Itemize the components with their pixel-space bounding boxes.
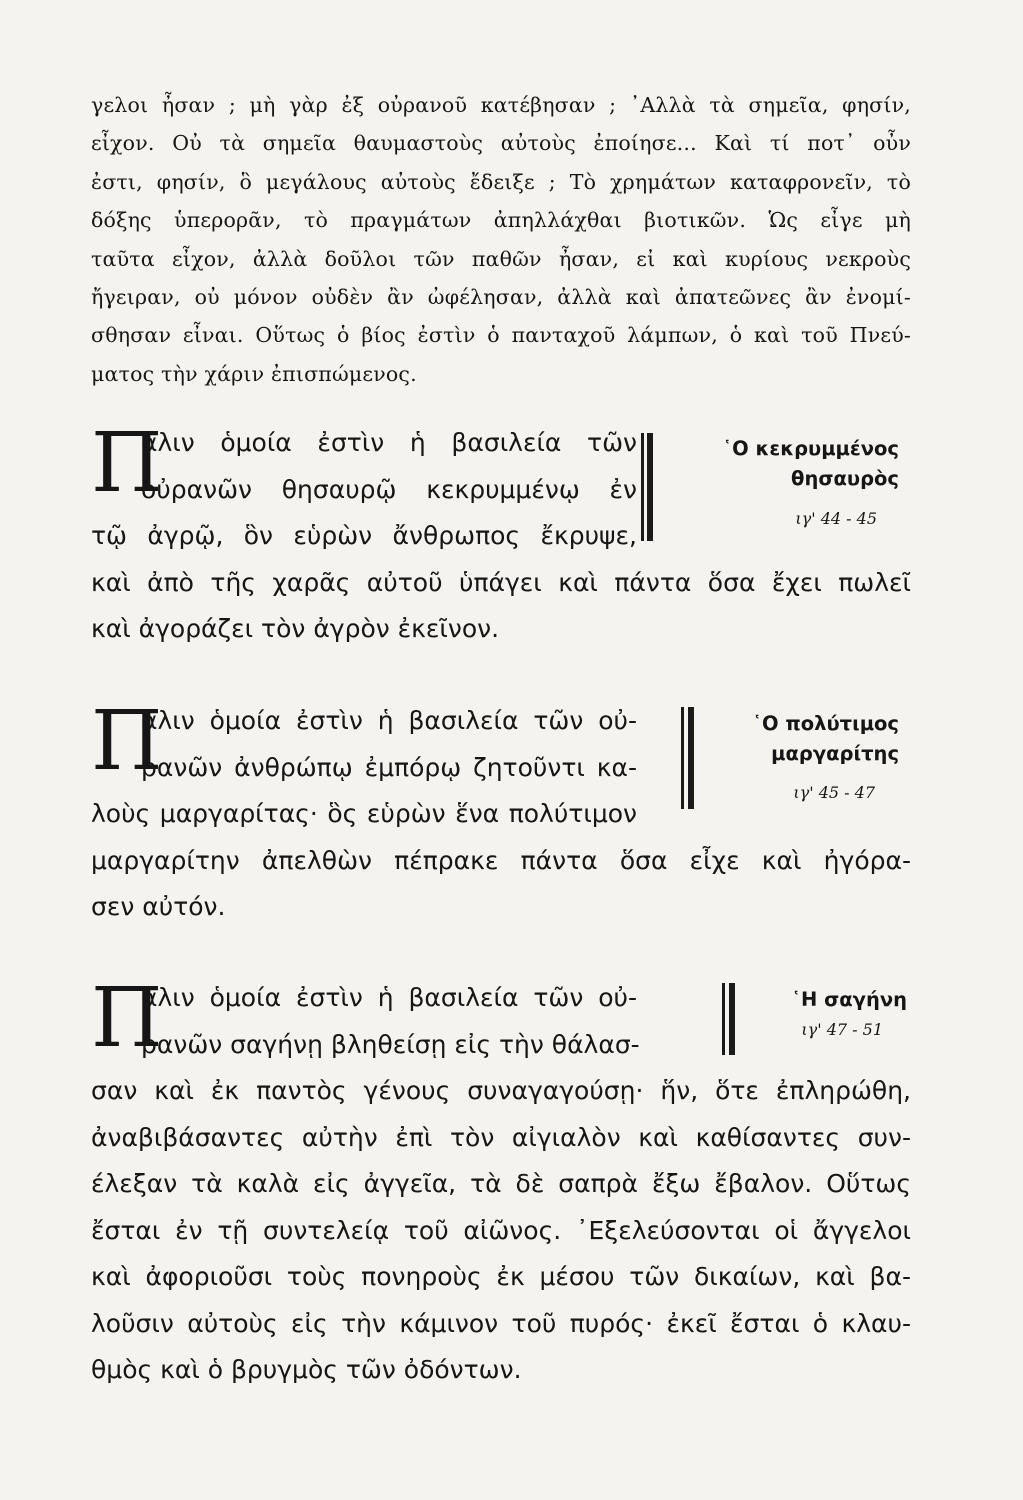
margin-title [722,434,899,494]
text-line: λοὺς μαργαρίτας· ὃς εὑρὼν ἕνα πολύτιμον [91,799,637,828]
margin-rule [647,433,653,541]
text-line: άλιν ὁμοία ἐστὶν ἡ βασιλεία τῶν οὐ- [141,983,637,1012]
text-line: θμὸς καὶ ὁ βρυγμὸς τῶν ὀδόντων. [91,1355,522,1384]
margin-title-line: θησαυρὸς [791,467,899,490]
drop-cap: Π [91,971,163,1066]
drop-cap: Π [91,694,163,789]
text-line: ἐστι, φησίν, ὃ μεγάλους αὐτοὺς ἔδειξε ; Τὸ χρημάτων καταφρονεῖν, τὸ [91,169,911,194]
margin-title-line: ῾Η σαγήνη [791,988,907,1011]
text-line: ρανῶν σαγήνῃ βληθείσῃ εἰς τὴν θάλασ- [141,1029,640,1059]
margin-rule [722,983,725,1055]
text-line: ἤγειραν, οὐ μόνον οὐδὲν ἂν ὠφέλησαν, ἀλλὰ καὶ ἀπατεῶνες ἂν ἐνομί- [91,285,911,310]
text-line: ταῦτα εἶχον, ἀλλὰ δοῦλοι τῶν παθῶν ἦσαν, εἰ καὶ κυρίους νεκροὺς [91,246,911,271]
text-line: σεν αὐτόν. [91,892,226,921]
margin-title-line: ῾Ο κεκρυμμένος [722,437,899,460]
margin-rule [688,707,694,809]
text-line: καὶ ἀγοράζει τὸν ἀγρὸν ἐκεῖνον. [91,614,500,643]
margin-rule [681,707,684,809]
margin-title-line: ῾Ο πολύτιμος [752,712,899,735]
text-line: ἀναβιβάσαντες αὐτὴν ἐπὶ τὸν αἰγιαλὸν καὶ καθίσαντες συν- [91,1122,911,1152]
text-line: λοῦσιν αὐτοὺς εἰς τὴν κάμινον τοῦ πυρός· ἐκεῖ ἔσται ὁ κλαυ- [91,1308,911,1338]
text-line: ἔσται ἐν τῇ συντελείᾳ τοῦ αἰῶνος. ᾿Εξελεύσονται οἱ ἄγγελοι [91,1215,911,1245]
text-line: γελοι ἦσαν ; μὴ γὰρ ἐξ οὐρανοῦ κατέβησαν ; ᾿Αλλὰ τὰ σημεῖα, φησίν, [91,93,911,117]
text-line: σαν καὶ ἐκ παντὸς γένους συναγαγούσῃ· ἥν, ὅτε ἐπληρώθη, [91,1076,911,1105]
text-line: οὐρανῶν θησαυρῷ κεκρυμμένῳ ἐν [141,474,637,504]
drop-cap: Π [91,416,163,511]
text-line: άλιν ὁμοία ἐστὶν ἡ βασιλεία τῶν [141,428,637,457]
parable-net [91,971,911,1394]
text-line: μαργαρίτην ἀπελθὼν πέπρακε πάντα ὅσα εἶχε καὶ ἠγόρα- [91,845,911,875]
text-line: ρανῶν ἀνθρώπῳ ἐμπόρῳ ζητοῦντι κα- [141,752,637,782]
margin-title-line: μαργαρίτης [771,742,899,765]
scripture-reference: ιγ' 47 - 51 [801,1020,883,1039]
text-line: καὶ ἀπὸ τῆς χαρᾶς αὐτοῦ ὑπάγει καὶ πάντα ὅσα ἔχει πωλεῖ [91,567,911,597]
scripture-reference: ιγ' 44 - 45 [795,509,877,528]
text-line: σθησαν εἶναι. Οὕτως ὁ βίος ἐστὶν ὁ πανταχοῦ λάμπων, ὁ καὶ τοῦ Πνεύ- [91,323,911,348]
parable-text [91,971,911,1394]
scripture-reference: ιγ' 45 - 47 [793,783,875,802]
margin-title [791,985,907,1015]
intro-paragraph [91,86,911,393]
text-line: τῷ ἀγρῷ, ὃν εὑρὼν ἄνθρωπος ἔκρυψε, [91,521,637,550]
text-line: ματος τὴν χάριν ἐπισπώμενος. [91,361,417,386]
text-line: δόξης ὑπερορᾶν, τὸ πραγμάτων ἀπηλλάχθαι βιοτικῶν. Ὡς εἶγε μὴ [91,208,911,233]
text-line: έλεξαν τὰ καλὰ εἰς ἀγγεῖα, τὰ δὲ σαπρὰ ἔξω ἔβαλον. Οὕτως [91,1169,911,1198]
text-line: άλιν ὁμοία ἐστὶν ἡ βασιλεία τῶν οὐ- [141,706,637,735]
margin-rule [729,983,735,1055]
margin-rule [641,433,644,541]
text-line: εἶχον. Οὐ τὰ σημεῖα θαυμαστοὺς αὐτοὺς ἐποίησε... Καὶ τί ποτ᾿ οὖν [91,131,911,156]
margin-title [752,709,899,769]
text-line: καὶ ἀφοριοῦσι τοὺς πονηροὺς ἐκ μέσου τῶν δικαίων, καὶ βα- [91,1262,911,1291]
